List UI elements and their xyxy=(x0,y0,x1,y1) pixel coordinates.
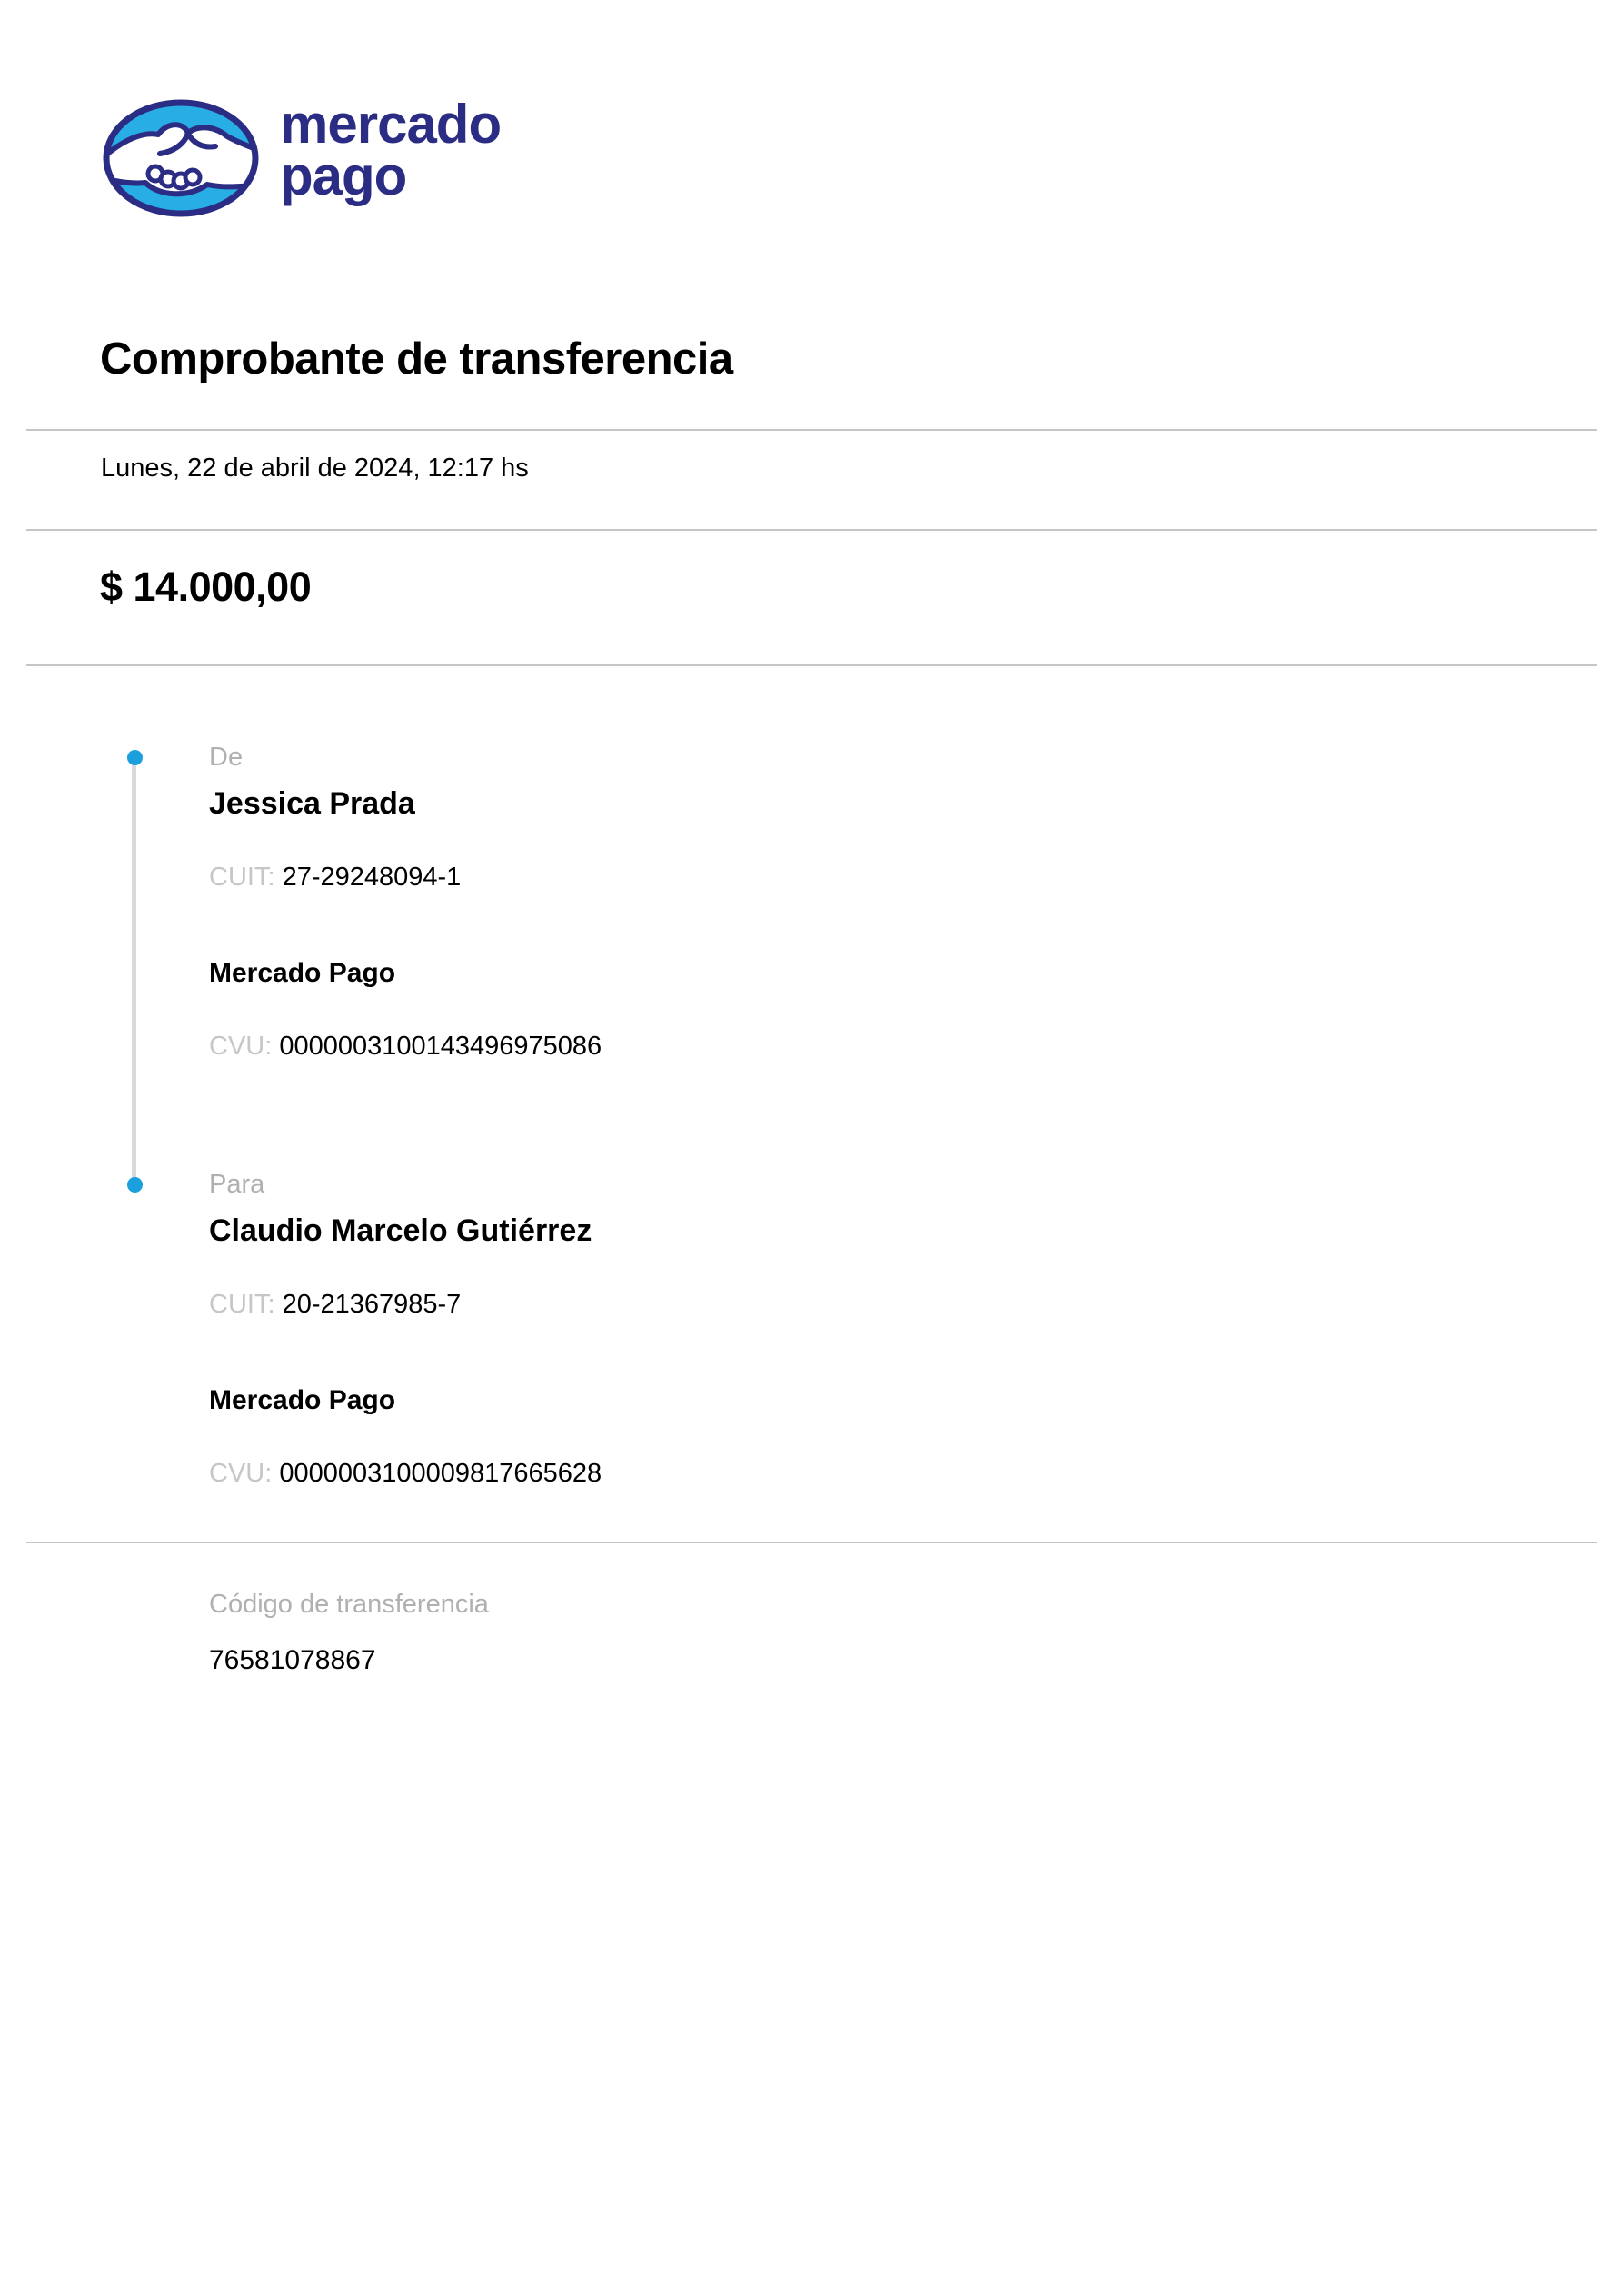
transfer-code-value: 76581078867 xyxy=(209,1645,376,1675)
recipient-cvu-value: 0000003100009817665628 xyxy=(279,1459,602,1488)
divider xyxy=(26,1542,1597,1543)
sender-name: Jessica Prada xyxy=(209,786,415,821)
transfer-amount: $ 14.000,00 xyxy=(100,564,312,610)
transfer-code-label: Código de transferencia xyxy=(209,1590,489,1619)
page-title: Comprobante de transferencia xyxy=(100,334,733,384)
recipient-cuit-value: 20-21367985-7 xyxy=(282,1290,462,1319)
brand-wordmark-line1: mercado xyxy=(280,94,502,155)
divider xyxy=(26,529,1597,531)
sender-cuit-label: CUIT: xyxy=(209,863,275,892)
recipient-role-label: Para xyxy=(209,1170,265,1199)
handshake-icon xyxy=(100,96,262,220)
brand-wordmark xyxy=(280,94,502,206)
sender-cvu-label: CVU: xyxy=(209,1032,273,1061)
sender-cuit-value: 27-29248094-1 xyxy=(282,863,462,892)
recipient-name: Claudio Marcelo Gutiérrez xyxy=(209,1213,592,1248)
recipient-block xyxy=(100,1169,1518,1489)
sender-role-label: De xyxy=(209,743,244,772)
sender-bank: Mercado Pago xyxy=(209,958,396,988)
recipient-cvu-row xyxy=(209,1458,1518,1489)
sender-cvu-row xyxy=(209,1031,1518,1062)
recipient-bank: Mercado Pago xyxy=(209,1385,396,1415)
transfer-timeline xyxy=(100,742,1518,1489)
timeline-dot-icon xyxy=(127,1177,143,1193)
brand-wordmark-line2: pago xyxy=(280,145,407,206)
divider xyxy=(26,664,1597,666)
mercado-pago-logo xyxy=(100,96,501,220)
timeline-dot-icon xyxy=(127,750,143,765)
sender-cuit-row xyxy=(209,862,1518,893)
divider xyxy=(26,429,1597,431)
recipient-cuit-row xyxy=(209,1289,1518,1320)
recipient-cvu-label: CVU: xyxy=(209,1459,273,1488)
sender-cvu-value: 0000003100143496975086 xyxy=(279,1032,602,1061)
recipient-cuit-label: CUIT: xyxy=(209,1290,275,1319)
sender-block xyxy=(100,742,1518,1062)
transfer-datetime: Lunes, 22 de abril de 2024, 12:17 hs xyxy=(101,454,529,483)
